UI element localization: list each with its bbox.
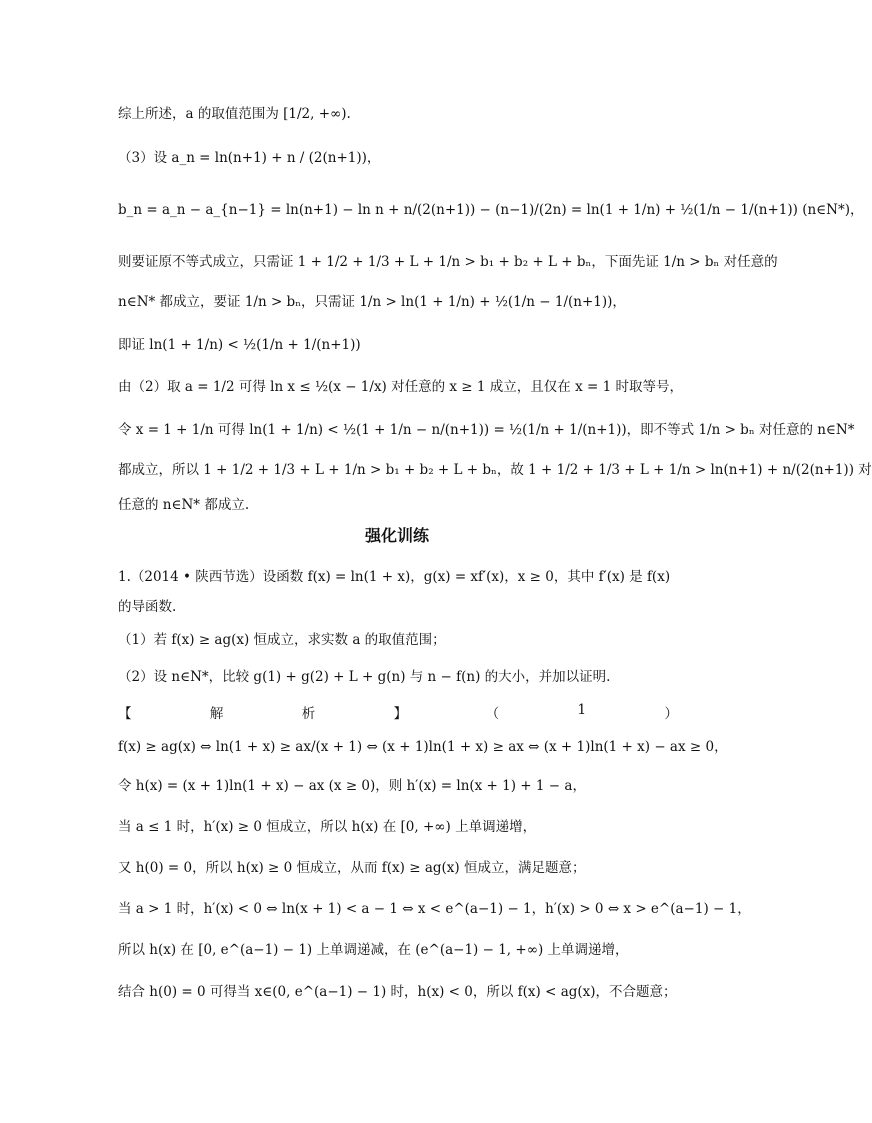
problem-stem-2: 的导函数. — [118, 599, 177, 615]
part-paren-open: （ — [485, 706, 500, 722]
part-number: 1 — [577, 702, 587, 718]
question-2: （2）设 n∈N*，比较 g(1) + g(2) + L + g(n) 与 n − f(n) 的大小，并加以证明. — [118, 669, 611, 685]
problem-stem-1: 1.（2014 • 陕西节选）设函数 f(x) = ln(1 + x)，g(x) = xf′(x)，x ≥ 0，其中 f′(x) 是 f(x) — [118, 569, 671, 585]
solution-char-1: 解 — [209, 706, 224, 722]
bn-formula: b_n = a_n − a_{n−1} = ln(n+1) − ln n + n/(2(n+1)) − (n−1)/(2n) = ln(1 + 1/n) + ½(1/n − 1/(n+1)) (n∈N*)， — [118, 202, 864, 218]
solution-line-2: 令 h(x) = (x + 1)ln(1 + x) − ax (x ≥ 0)，则 h′(x) = ln(x + 1) + 1 − a， — [118, 778, 586, 794]
solution-char-2: 析 — [301, 706, 316, 722]
proof-line-1: 则要证原不等式成立，只需证 1 + 1/2 + 1/3 + L + 1/n > b₁ + b₂ + L + bₙ，下面先证 1/n > bₙ 对任意的 — [118, 254, 778, 270]
part3-label: （3）设 — [118, 150, 168, 166]
conclusion-line: 综上所述，a 的取值范围为 [1/2, +∞). — [118, 106, 351, 122]
section-title: 强化训练 — [364, 526, 429, 545]
solution-line-3: 当 a ≤ 1 时，h′(x) ≥ 0 恒成立，所以 h(x) 在 [0, +∞) 上单调递增， — [118, 819, 537, 835]
proof-line-2: n∈N* 都成立，要证 1/n > bₙ，只需证 1/n > ln(1 + 1/n) + ½(1/n − 1/(n+1))， — [118, 294, 626, 310]
an-formula: a_n = ln(n+1) + n / (2(n+1))， — [171, 150, 381, 166]
proof-line-3: 即证 ln(1 + 1/n) < ½(1/n + 1/(n+1)) — [118, 337, 361, 353]
proof-line-7: 任意的 n∈N* 都成立. — [118, 497, 250, 513]
proof-line-4: 由（2）取 a = 1/2 可得 ln x ≤ ½(x − 1/x) 对任意的 x ≥ 1 成立，且仅在 x = 1 时取等号， — [118, 379, 683, 395]
solution-heading — [118, 702, 678, 722]
solution-line-1: f(x) ≥ ag(x) ⇔ ln(1 + x) ≥ ax/(x + 1) ⇔ (x + 1)ln(1 + x) ≥ ax ⇔ (x + 1)ln(1 + x) − ax ≥ 0， — [118, 739, 728, 755]
solution-line-5: 当 a > 1 时，h′(x) < 0 ⇔ ln(x + 1) < a − 1 ⇔ x < e^(a−1) − 1，h′(x) > 0 ⇔ x > e^(a−1) − 1， — [118, 901, 751, 917]
proof-line-6: 都成立，所以 1 + 1/2 + 1/3 + L + 1/n > b₁ + b₂ + L + bₙ，故 1 + 1/2 + 1/3 + L + 1/n > ln(n+1) + n/(2(n+1)) 对 — [118, 462, 872, 478]
solution-bracket-close: 】 — [393, 706, 408, 722]
part-paren-close: ） — [664, 706, 678, 722]
solution-line-4: 又 h(0) = 0，所以 h(x) ≥ 0 恒成立，从而 f(x) ≥ ag(x) 恒成立，满足题意； — [118, 860, 586, 876]
question-1: （1）若 f(x) ≥ ag(x) 恒成立，求实数 a 的取值范围； — [118, 632, 446, 648]
solution-line-6: 所以 h(x) 在 [0, e^(a−1) − 1) 上单调递减，在 (e^(a−1) − 1, +∞) 上单调递增， — [118, 942, 629, 958]
solution-bracket-open: 【 — [118, 706, 132, 722]
solution-line-7: 结合 h(0) = 0 可得当 x∈(0, e^(a−1) − 1) 时，h(x) < 0，所以 f(x) < ag(x)，不合题意； — [118, 984, 677, 1000]
proof-line-5: 令 x = 1 + 1/n 可得 ln(1 + 1/n) < ½(1 + 1/n − n/(n+1)) = ½(1/n + 1/(n+1))，即不等式 1/n > bₙ 对任意的 n∈N* — [118, 422, 855, 438]
part3-definition — [118, 148, 380, 168]
